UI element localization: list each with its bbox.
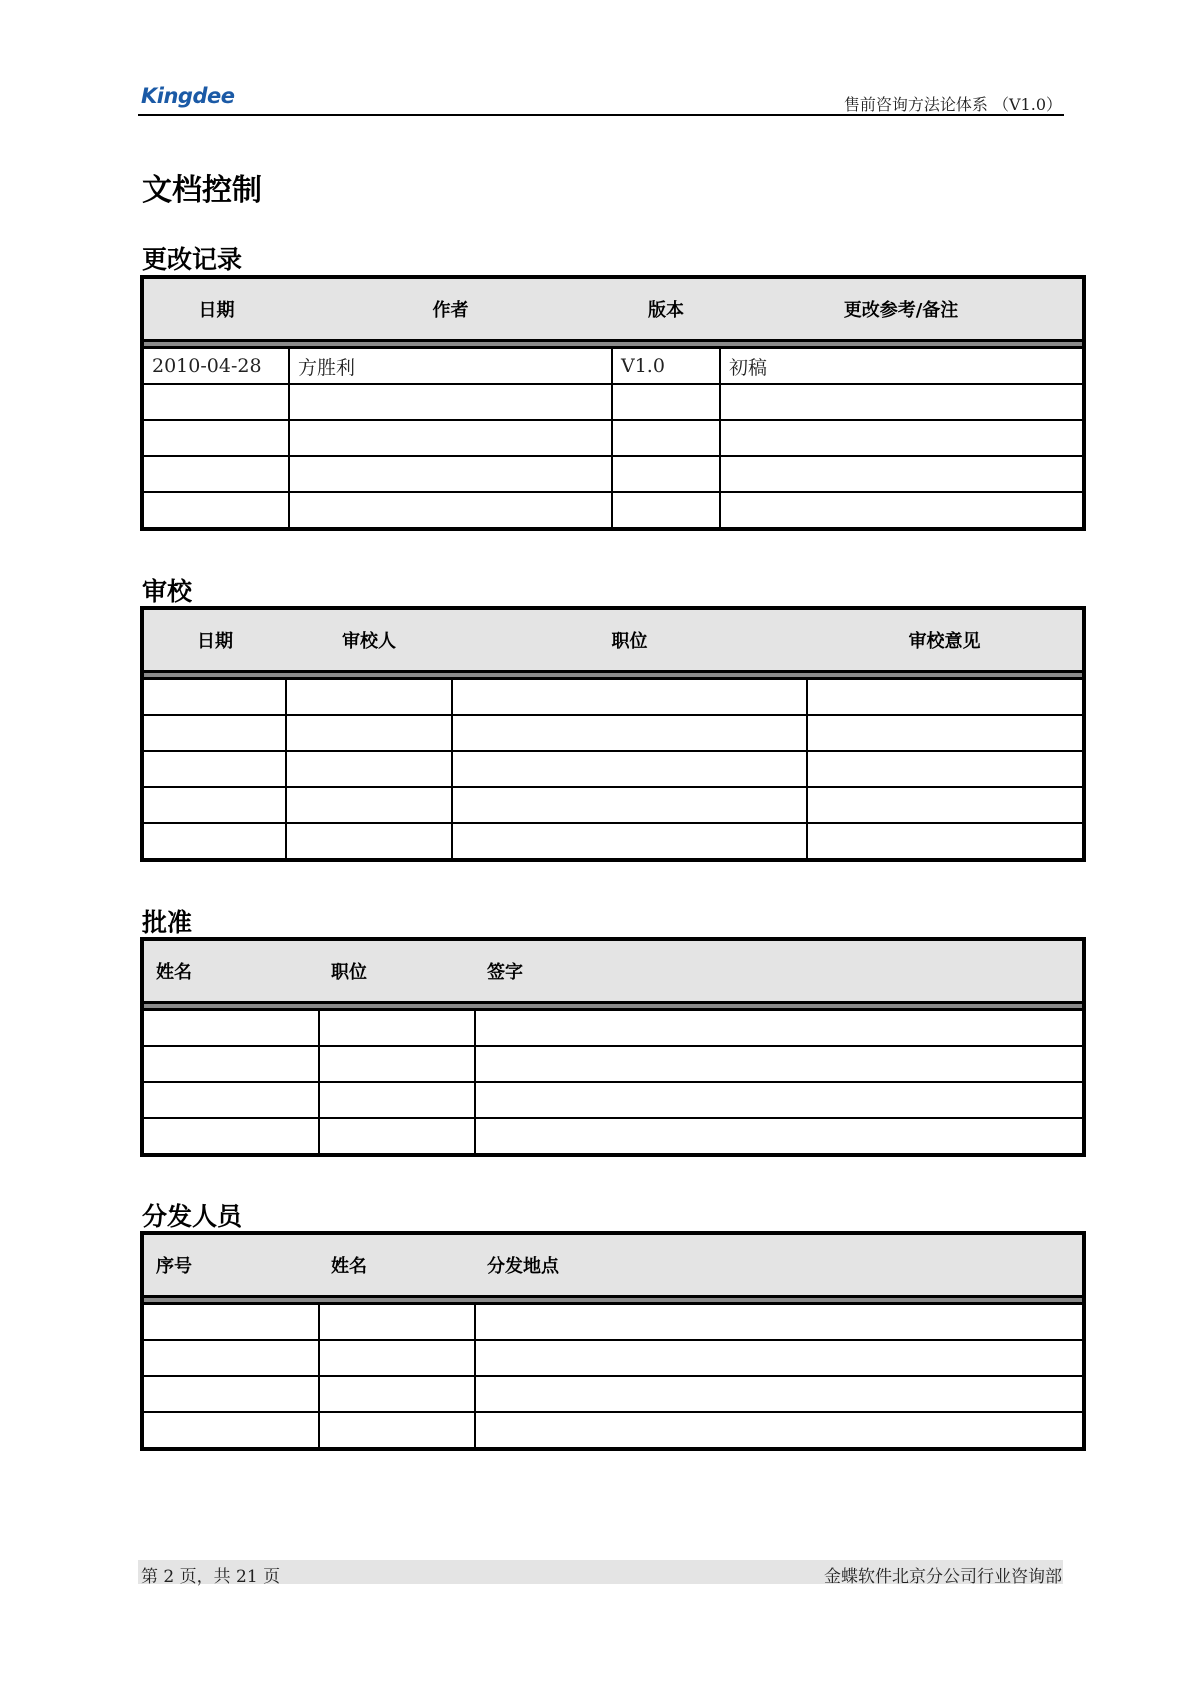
cell-date[interactable] bbox=[142, 384, 289, 420]
cell-distribution-location[interactable] bbox=[475, 1340, 1084, 1376]
cell-reviewer[interactable] bbox=[286, 679, 452, 716]
column-header-reviewer: 审校人 bbox=[286, 608, 452, 672]
cell-position[interactable] bbox=[319, 1082, 475, 1118]
cell-name[interactable] bbox=[142, 1010, 319, 1047]
cell-distribution-location[interactable] bbox=[475, 1412, 1084, 1449]
table-row bbox=[142, 751, 1084, 787]
table-row bbox=[142, 715, 1084, 751]
table-row bbox=[142, 348, 1084, 385]
table-row bbox=[142, 1082, 1084, 1118]
column-header-position: 职位 bbox=[319, 939, 475, 1003]
cell-name[interactable] bbox=[142, 1118, 319, 1155]
change-log-table bbox=[140, 275, 1086, 531]
header-separator bbox=[142, 1297, 1084, 1304]
footer-department: 金蝶软件北京分公司行业咨询部 bbox=[824, 1567, 1062, 1587]
table-row bbox=[142, 787, 1084, 823]
column-header-review-comments: 审校意见 bbox=[807, 608, 1084, 672]
cell-reviewer[interactable] bbox=[286, 823, 452, 860]
cell-position[interactable] bbox=[452, 715, 807, 751]
column-header-signature: 签字 bbox=[475, 939, 1084, 1003]
cell-review-comments[interactable] bbox=[807, 787, 1084, 823]
table-row bbox=[142, 1010, 1084, 1047]
cell-name[interactable] bbox=[319, 1340, 475, 1376]
cell-author[interactable]: 方胜利 bbox=[289, 348, 612, 385]
table-row bbox=[142, 384, 1084, 420]
cell-review-comments[interactable] bbox=[807, 715, 1084, 751]
table-row bbox=[142, 492, 1084, 529]
column-header-date: 日期 bbox=[142, 277, 289, 341]
cell-signature[interactable] bbox=[475, 1046, 1084, 1082]
cell-position[interactable] bbox=[452, 751, 807, 787]
cell-version[interactable] bbox=[612, 492, 720, 529]
column-header-date: 日期 bbox=[142, 608, 286, 672]
cell-author[interactable] bbox=[289, 420, 612, 456]
cell-author[interactable] bbox=[289, 492, 612, 529]
cell-name[interactable] bbox=[319, 1412, 475, 1449]
cell-distribution-location[interactable] bbox=[475, 1376, 1084, 1412]
cell-notes[interactable] bbox=[720, 420, 1084, 456]
cell-name[interactable] bbox=[319, 1376, 475, 1412]
table-row bbox=[142, 420, 1084, 456]
cell-date[interactable] bbox=[142, 492, 289, 529]
table-row bbox=[142, 1046, 1084, 1082]
cell-version[interactable] bbox=[612, 384, 720, 420]
table-row bbox=[142, 823, 1084, 860]
table-row bbox=[142, 456, 1084, 492]
cell-notes[interactable] bbox=[720, 492, 1084, 529]
approval-table bbox=[140, 937, 1086, 1157]
cell-distribution-location[interactable] bbox=[475, 1304, 1084, 1341]
distribution-table bbox=[140, 1231, 1086, 1451]
cell-review-comments[interactable] bbox=[807, 679, 1084, 716]
document-header-title: 售前咨询方法论体系 （V1.0） bbox=[843, 95, 1062, 114]
table-header-row bbox=[142, 939, 1084, 1003]
cell-date[interactable] bbox=[142, 823, 286, 860]
header-separator bbox=[142, 672, 1084, 679]
table-row bbox=[142, 1340, 1084, 1376]
cell-reviewer[interactable] bbox=[286, 751, 452, 787]
cell-position[interactable] bbox=[319, 1118, 475, 1155]
header-separator bbox=[142, 341, 1084, 348]
column-header-version: 版本 bbox=[612, 277, 720, 341]
cell-serial-number[interactable] bbox=[142, 1412, 319, 1449]
cell-reviewer[interactable] bbox=[286, 715, 452, 751]
table-header-row bbox=[142, 277, 1084, 341]
cell-signature[interactable] bbox=[475, 1010, 1084, 1047]
column-header-distribution-location: 分发地点 bbox=[475, 1233, 1084, 1297]
cell-notes[interactable] bbox=[720, 456, 1084, 492]
table-row bbox=[142, 679, 1084, 716]
table-row bbox=[142, 1118, 1084, 1155]
cell-notes[interactable]: 初稿 bbox=[720, 348, 1084, 385]
cell-version[interactable] bbox=[612, 456, 720, 492]
cell-name[interactable] bbox=[142, 1046, 319, 1082]
cell-name[interactable] bbox=[319, 1304, 475, 1341]
cell-version[interactable]: V1.0 bbox=[612, 348, 720, 385]
cell-version[interactable] bbox=[612, 420, 720, 456]
cell-serial-number[interactable] bbox=[142, 1376, 319, 1412]
kingdee-logo: Kingdee bbox=[141, 84, 235, 108]
cell-date[interactable] bbox=[142, 787, 286, 823]
distribution-heading: 分发人员 bbox=[142, 1202, 243, 1231]
cell-position[interactable] bbox=[452, 823, 807, 860]
review-heading: 审校 bbox=[142, 577, 193, 606]
cell-serial-number[interactable] bbox=[142, 1304, 319, 1341]
table-row bbox=[142, 1412, 1084, 1449]
cell-signature[interactable] bbox=[475, 1082, 1084, 1118]
review-table bbox=[140, 606, 1086, 862]
cell-position[interactable] bbox=[319, 1046, 475, 1082]
page-title: 文档控制 bbox=[142, 173, 262, 208]
cell-author[interactable] bbox=[289, 384, 612, 420]
cell-reviewer[interactable] bbox=[286, 787, 452, 823]
cell-date[interactable] bbox=[142, 751, 286, 787]
header-divider bbox=[138, 114, 1064, 116]
cell-name[interactable] bbox=[142, 1082, 319, 1118]
table-row bbox=[142, 1304, 1084, 1341]
approval-heading: 批准 bbox=[142, 908, 193, 937]
header-separator bbox=[142, 1003, 1084, 1010]
column-header-name: 姓名 bbox=[319, 1233, 475, 1297]
column-header-position: 职位 bbox=[452, 608, 807, 672]
cell-date[interactable] bbox=[142, 420, 289, 456]
change-log-heading: 更改记录 bbox=[142, 245, 243, 274]
column-header-name: 姓名 bbox=[142, 939, 319, 1003]
column-header-serial-number: 序号 bbox=[142, 1233, 319, 1297]
cell-position[interactable] bbox=[319, 1010, 475, 1047]
table-header-row bbox=[142, 608, 1084, 672]
cell-review-comments[interactable] bbox=[807, 751, 1084, 787]
cell-date[interactable]: 2010-04-28 bbox=[142, 348, 289, 385]
cell-signature[interactable] bbox=[475, 1118, 1084, 1155]
column-header-notes: 更改参考/备注 bbox=[720, 277, 1084, 341]
cell-review-comments[interactable] bbox=[807, 823, 1084, 860]
table-row bbox=[142, 1376, 1084, 1412]
cell-notes[interactable] bbox=[720, 384, 1084, 420]
cell-date[interactable] bbox=[142, 456, 289, 492]
cell-author[interactable] bbox=[289, 456, 612, 492]
cell-position[interactable] bbox=[452, 679, 807, 716]
page-number: 第 2 页，共 21 页 bbox=[141, 1567, 281, 1587]
cell-serial-number[interactable] bbox=[142, 1340, 319, 1376]
table-header-row bbox=[142, 1233, 1084, 1297]
column-header-author: 作者 bbox=[289, 277, 612, 341]
cell-date[interactable] bbox=[142, 679, 286, 716]
cell-position[interactable] bbox=[452, 787, 807, 823]
cell-date[interactable] bbox=[142, 715, 286, 751]
